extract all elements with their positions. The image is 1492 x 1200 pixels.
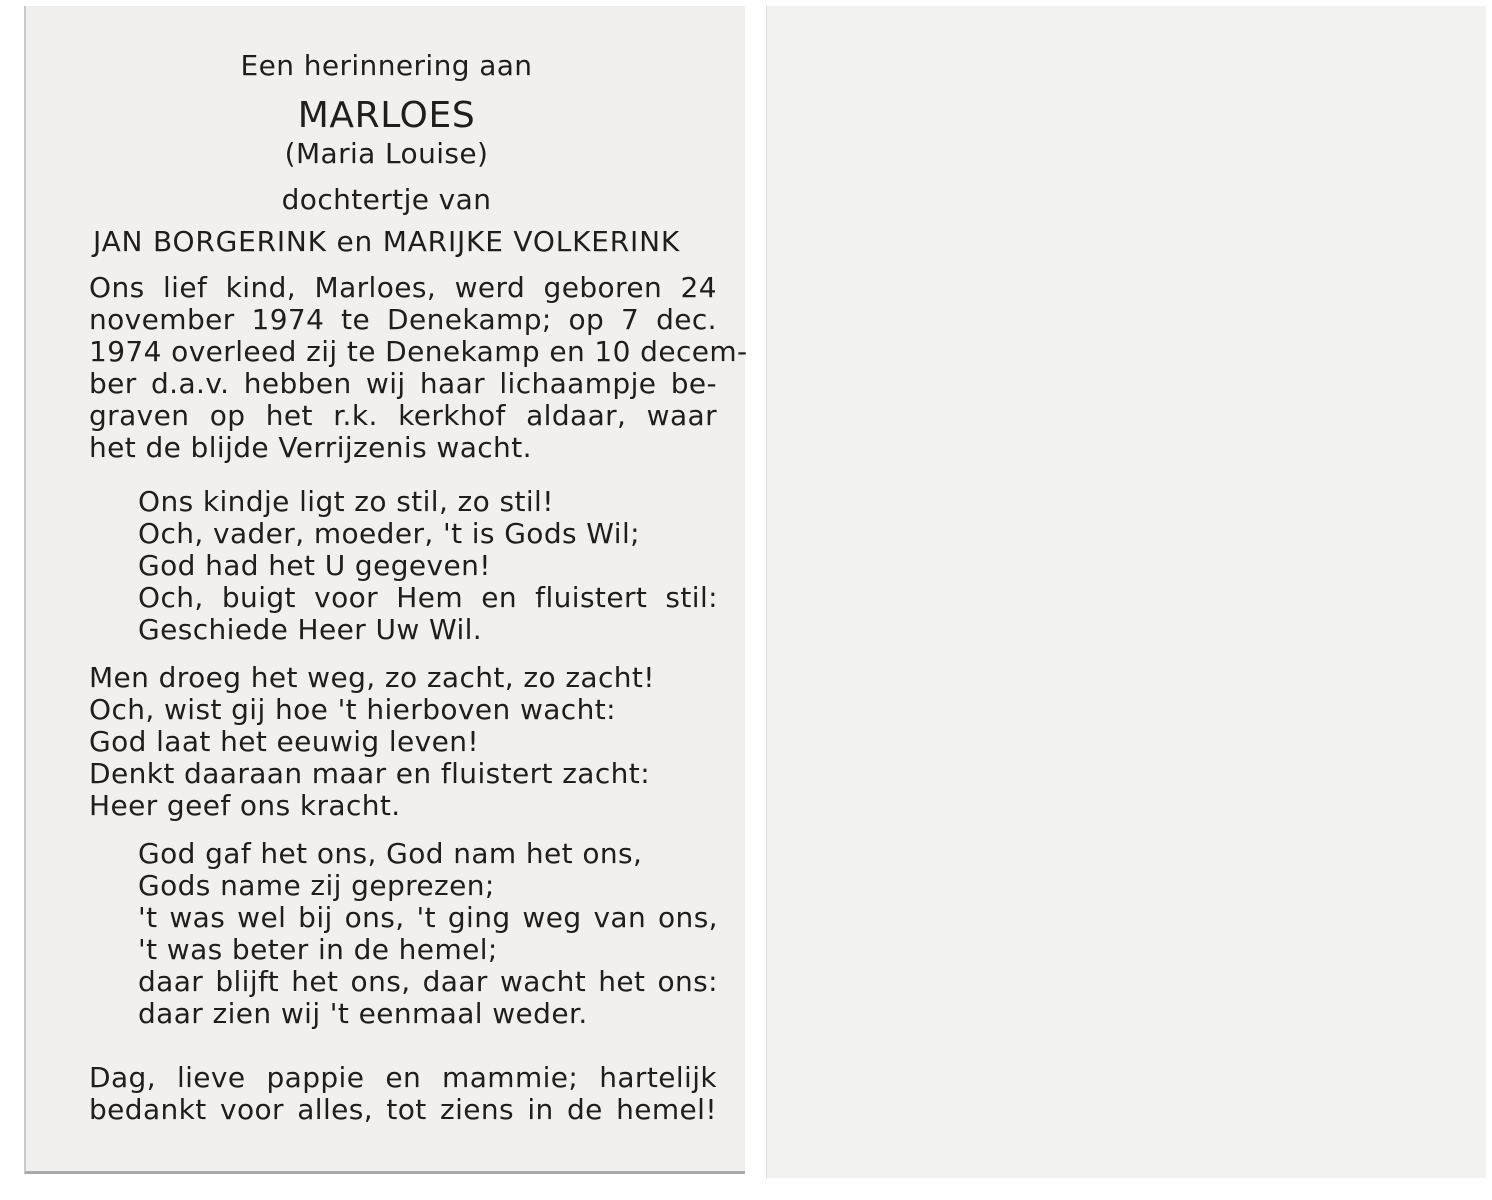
poem-line: Ons kindje ligt zo stil, zo stil! (138, 485, 554, 518)
poem-line: Och, buigt voor Hem en fluistert stil: (138, 581, 718, 614)
poem-line: Heer geef ons kracht. (89, 789, 401, 822)
full-name: (Maria Louise) (284, 137, 489, 170)
memorial-card-front (24, 6, 748, 1174)
paragraph-line: november 1974 te Denekamp; op 7 dec. (89, 303, 717, 336)
poem-line: Men droeg het weg, zo zacht, zo zacht! (89, 661, 655, 694)
parents-line: JAN BORGERINK en MARIJKE VOLKERINK (93, 225, 680, 258)
relation-line: dochtertje van (281, 183, 492, 216)
paragraph-line: ber d.a.v. hebben wij haar lichaampje be- (89, 367, 717, 400)
poem-line: daar blijft het ons, daar wacht het ons: (138, 965, 718, 998)
poem-line: Och, vader, moeder, 't is Gods Wil; (138, 517, 640, 550)
poem-line: 't was wel bij ons, 't ging weg van ons, (138, 901, 718, 934)
paragraph-line: 1974 overleed zij te Denekamp en 10 decem- (89, 335, 748, 368)
poem-line: daar zien wij 't eenmaal weder. (138, 997, 588, 1030)
closing-line: bedankt voor alles, tot ziens in de hemel! (89, 1093, 717, 1126)
intro-line: Een herinnering aan (240, 49, 533, 82)
poem-line: Geschiede Heer Uw Wil. (138, 613, 483, 646)
poem-line: Denkt daaraan maar en fluistert zacht: (89, 757, 651, 790)
poem-line: Och, wist gij hoe 't hierboven wacht: (89, 693, 616, 726)
memorial-card-back (766, 6, 1486, 1178)
poem-line: Gods name zij geprezen; (138, 869, 495, 902)
paragraph-line: het de blijde Verrijzenis wacht. (89, 431, 532, 464)
closing-line: Dag, lieve pappie en mammie; hartelijk (89, 1061, 717, 1094)
paragraph-line: graven op het r.k. kerkhof aldaar, waar (89, 399, 717, 432)
poem-line: God laat het eeuwig leven! (89, 725, 480, 758)
poem-line: God had het U gegeven! (138, 549, 491, 582)
deceased-name: MARLOES (297, 95, 476, 136)
poem-line: God gaf het ons, God nam het ons, (138, 837, 643, 870)
paragraph-line: Ons lief kind, Marloes, werd geboren 24 (89, 271, 717, 304)
poem-line: 't was beter in de hemel; (138, 933, 498, 966)
